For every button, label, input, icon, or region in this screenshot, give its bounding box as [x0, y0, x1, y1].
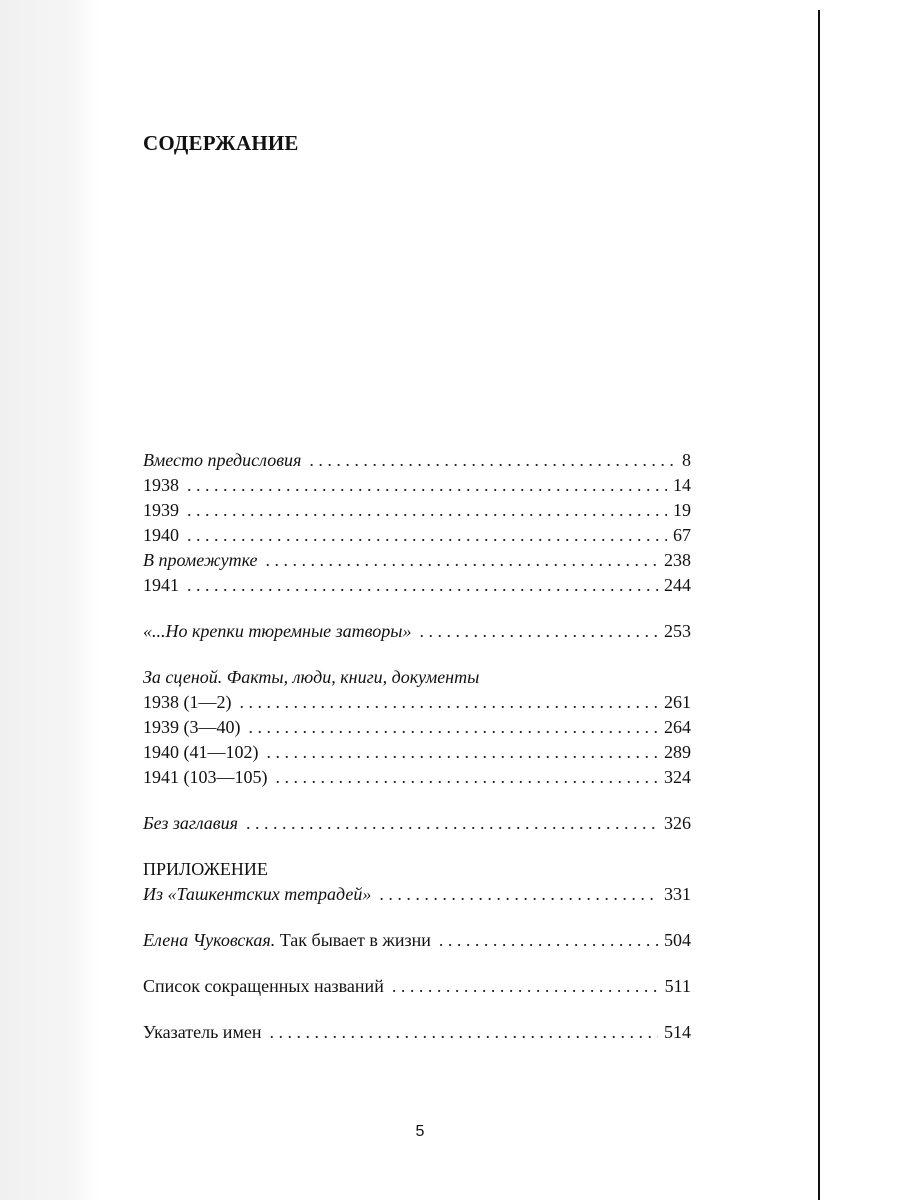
toc-entry-label: Список сокращенных названий — [143, 976, 384, 996]
table-of-contents — [143, 448, 691, 1045]
toc-entry[interactable] — [143, 882, 691, 907]
dot-leader — [187, 523, 667, 548]
toc-entry-page: 238 — [664, 550, 691, 570]
dot-leader — [249, 715, 659, 740]
toc-entry-page: 8 — [682, 450, 691, 470]
toc-entry[interactable] — [143, 715, 691, 740]
toc-entry[interactable] — [143, 548, 691, 573]
toc-entry-page: 244 — [664, 575, 691, 595]
toc-section-heading: За сценой. Факты, люди, книги, документы — [143, 667, 480, 687]
dot-leader — [269, 1020, 658, 1045]
page-number: 5 — [415, 1123, 425, 1140]
toc-entry[interactable] — [143, 690, 691, 715]
toc-entry[interactable] — [143, 448, 691, 473]
page-edge-line — [818, 10, 820, 1200]
toc-entry-page: 19 — [673, 500, 691, 520]
toc-entry[interactable] — [143, 523, 691, 548]
toc-entry[interactable] — [143, 740, 691, 765]
toc-entry[interactable] — [143, 1020, 691, 1045]
toc-entry-title: Так бывает в жизни — [279, 930, 431, 950]
dot-leader — [266, 548, 658, 573]
toc-entry-page: 289 — [664, 742, 691, 762]
toc-entry-page: 253 — [664, 621, 691, 641]
dot-leader — [379, 882, 658, 907]
toc-entry-page: 511 — [664, 976, 691, 996]
dot-leader — [187, 573, 658, 598]
toc-entry-page: 264 — [664, 717, 691, 737]
toc-entry-label: Указатель имен — [143, 1022, 262, 1042]
toc-entry-label: В промежутке — [143, 550, 258, 570]
toc-entry[interactable] — [143, 974, 691, 999]
dot-leader — [240, 690, 659, 715]
toc-entry-label: 1941 — [143, 575, 179, 595]
toc-entry-page: 67 — [673, 525, 691, 545]
toc-entry-label: 1938 (1—2) — [143, 692, 232, 712]
toc-entry-label: Вместо предисловия — [143, 450, 302, 470]
toc-entry-page: 14 — [673, 475, 691, 495]
toc-entry[interactable] — [143, 765, 691, 790]
toc-entry-label: 1939 (3—40) — [143, 717, 241, 737]
dot-leader — [309, 448, 676, 473]
toc-entry-label: 1938 — [143, 475, 179, 495]
toc-entry-label: 1941 (103—105) — [143, 767, 268, 787]
dot-leader — [439, 928, 658, 953]
toc-entry-label: «...Но крепки тюремные затворы» — [143, 621, 412, 641]
dot-leader — [246, 811, 658, 836]
toc-entry-page: 504 — [664, 930, 691, 950]
toc-entry-page: 326 — [664, 813, 691, 833]
toc-entry[interactable] — [143, 498, 691, 523]
toc-entry[interactable] — [143, 573, 691, 598]
toc-entry-page: 261 — [664, 692, 691, 712]
toc-entry-label: 1940 (41—102) — [143, 742, 259, 762]
page-title: СОДЕРЖАНИЕ — [143, 131, 299, 155]
toc-entry[interactable] — [143, 619, 691, 644]
toc-entry-label: 1940 — [143, 525, 179, 545]
dot-leader — [419, 619, 658, 644]
dot-leader — [187, 498, 667, 523]
toc-entry[interactable] — [143, 811, 691, 836]
dot-leader — [276, 765, 659, 790]
toc-entry-label: Без заглавия — [143, 813, 238, 833]
toc-section-heading: ПРИЛОЖЕНИЕ — [143, 859, 268, 879]
toc-entry-label: 1939 — [143, 500, 179, 520]
dot-leader — [187, 473, 667, 498]
toc-entry-label: Из «Ташкентских тетрадей» — [143, 884, 372, 904]
toc-entry-label — [143, 928, 431, 953]
toc-entry[interactable] — [143, 473, 691, 498]
toc-entry-page: 514 — [664, 1022, 691, 1042]
dot-leader — [392, 974, 659, 999]
dot-leader — [267, 740, 659, 765]
toc-entry-author: Елена Чуковская. — [143, 930, 276, 950]
toc-entry-page: 331 — [664, 884, 691, 904]
page-gutter-shadow — [0, 0, 100, 1200]
toc-entry-page: 324 — [664, 767, 691, 787]
toc-entry[interactable] — [143, 928, 691, 953]
